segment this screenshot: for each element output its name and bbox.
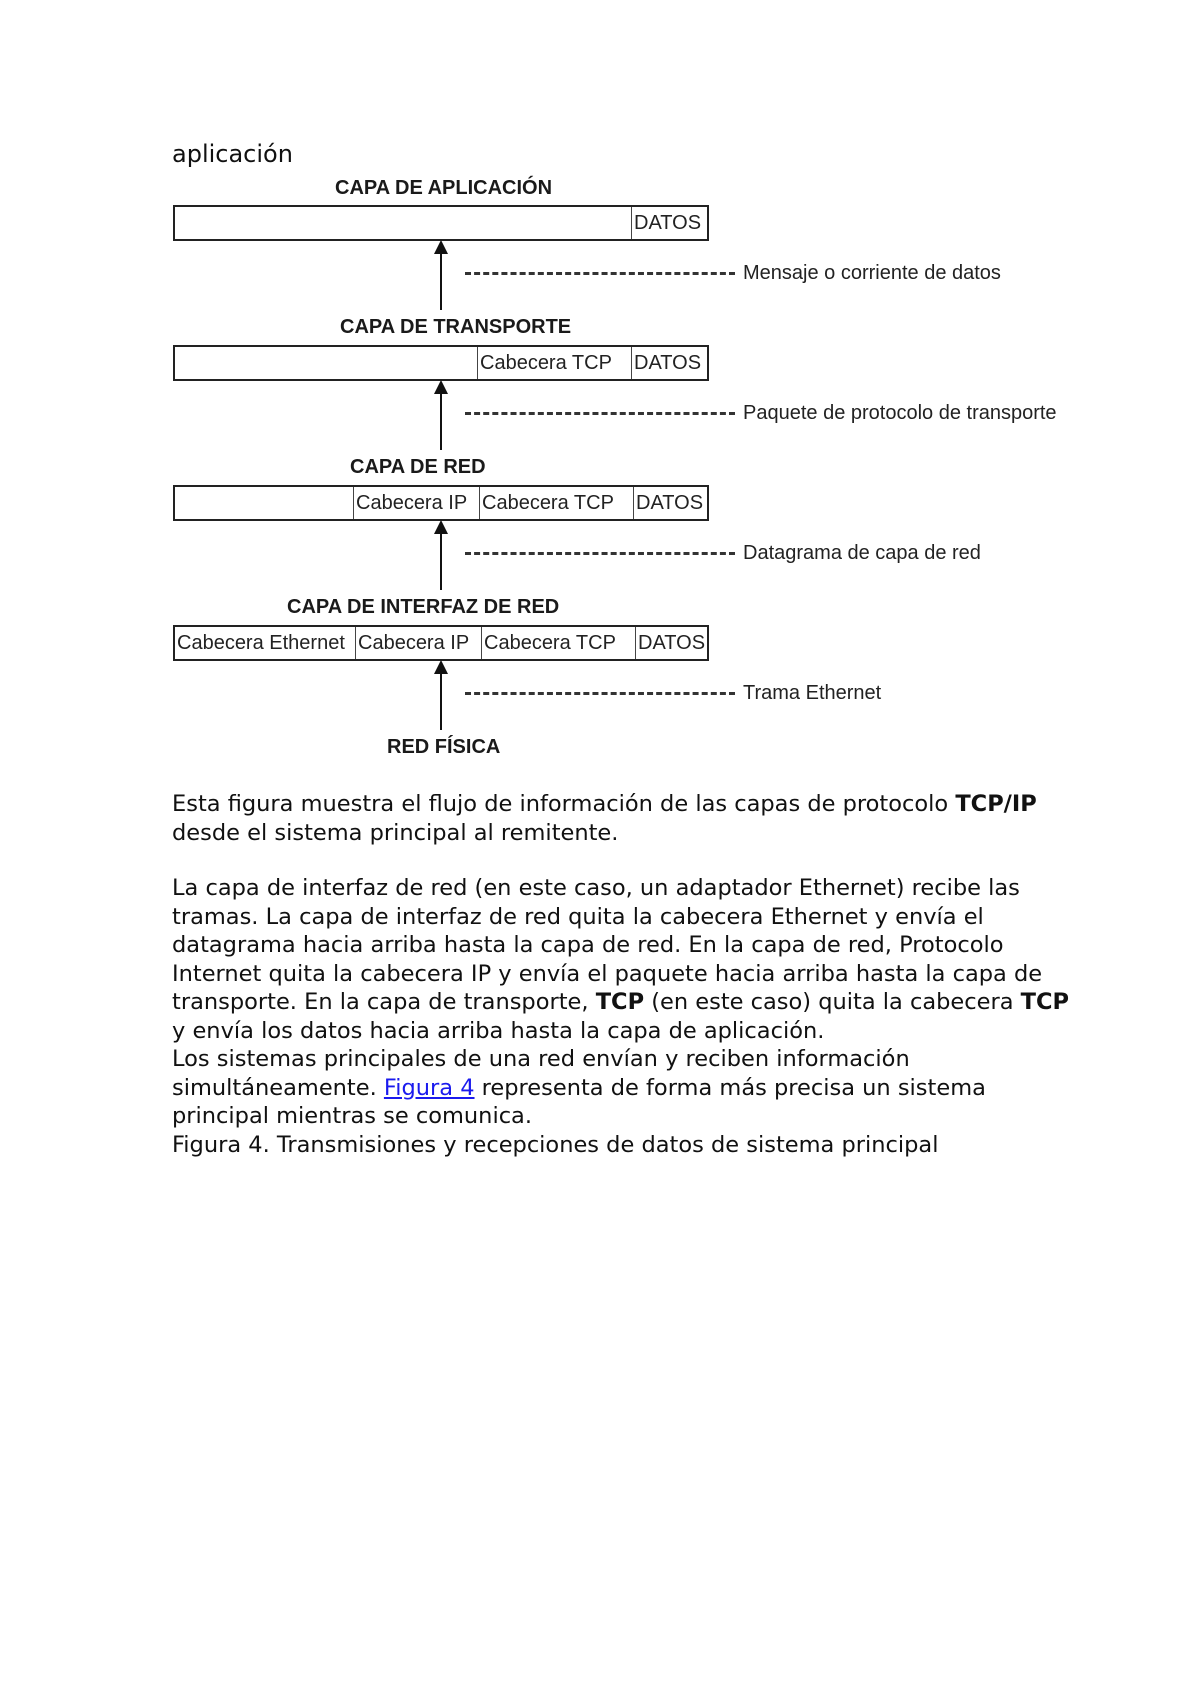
- cell-tcp-header: Cabecera TCP: [481, 627, 635, 659]
- cell-tcp-header: Cabecera TCP: [477, 347, 631, 379]
- arrow-up-icon: [440, 382, 442, 450]
- body-paragraphs: [172, 874, 1072, 1159]
- frame-network-interface: [173, 625, 709, 661]
- layer-title-network-interface: CAPA DE INTERFAZ DE RED: [287, 596, 560, 618]
- transition-packet: [465, 402, 1057, 425]
- transition-frame: [465, 682, 881, 705]
- paragraph-interface: [172, 874, 1072, 1045]
- transition-datagram: [465, 542, 981, 565]
- cell-ethernet-header: Cabecera Ethernet: [177, 631, 345, 654]
- transition-label: Trama Ethernet: [743, 682, 882, 704]
- transition-message: [465, 262, 1001, 285]
- figure-caption: Figura 4. Transmisiones y recepciones de datos de sistema principal: [172, 1131, 939, 1158]
- cell-ip-header: Cabecera IP: [355, 627, 481, 659]
- figura-4-link[interactable]: Figura 4: [383, 1074, 475, 1101]
- text-run: (en este caso) quita la cabecera: [644, 989, 1021, 1015]
- text-run: La capa de interfaz de red (en este caso, un adaptador Ethernet) recibe las tramas. La capa de interfaz de red quita la cabecera Ethernet y envía el datagrama hacia arriba hasta la capa de red. En la capa de red, Protocolo Internet quita la cabecera IP y envía el paquete hacia arriba hasta la capa de transporte. En la capa de transporte,: [172, 875, 1043, 1015]
- layer-title-application: CAPA DE APLICACIÓN: [335, 177, 553, 199]
- bold-term: TCP/IP: [955, 791, 1037, 817]
- text-run: Esta figura muestra el flujo de información de las capas de protocolo: [172, 791, 956, 817]
- cell-ip-header: Cabecera IP: [353, 487, 479, 519]
- transition-label: Mensaje o corriente de datos: [743, 262, 1001, 284]
- dashed-line: [465, 272, 735, 275]
- bold-term: TCP: [1020, 989, 1070, 1015]
- dashed-line: [465, 412, 735, 415]
- cell-tcp-header: Cabecera TCP: [479, 487, 633, 519]
- paragraph-hosts: [172, 1045, 1072, 1131]
- text-run: y envía los datos hacia arriba hasta la capa de aplicación.: [172, 1017, 825, 1044]
- dashed-line: [465, 552, 735, 555]
- layer-title-network: CAPA DE RED: [350, 456, 486, 478]
- bold-term: TCP: [595, 989, 645, 1015]
- intro-paragraph: [172, 790, 1072, 847]
- frame-transport: [173, 345, 709, 381]
- frame-application: [173, 205, 709, 241]
- arrow-up-icon: [440, 662, 442, 730]
- arrow-up-icon: [440, 522, 442, 590]
- text-run: Los sistemas principales de una red envían y reciben información simultáneamente.: [172, 1046, 910, 1101]
- text-run: representa de forma más precisa un sistema principal mientras se comunica.: [172, 1074, 986, 1129]
- transition-label: Paquete de protocolo de transporte: [743, 402, 1057, 424]
- cell-datos: DATOS: [635, 627, 707, 659]
- frame-network: [173, 485, 709, 521]
- arrow-up-icon: [440, 242, 442, 310]
- heading-fragment: aplicación: [172, 140, 293, 168]
- dashed-line: [465, 692, 735, 695]
- transition-label: Datagrama de capa de red: [743, 542, 981, 564]
- layer-title-transport: CAPA DE TRANSPORTE: [340, 316, 572, 338]
- text-run: desde el sistema principal al remitente.: [172, 819, 619, 846]
- cell-datos: DATOS: [631, 207, 707, 239]
- cell-datos: DATOS: [633, 487, 707, 519]
- cell-datos: DATOS: [631, 347, 707, 379]
- tcpip-layer-diagram: [160, 177, 1120, 785]
- physical-network-label: RED FÍSICA: [387, 736, 501, 758]
